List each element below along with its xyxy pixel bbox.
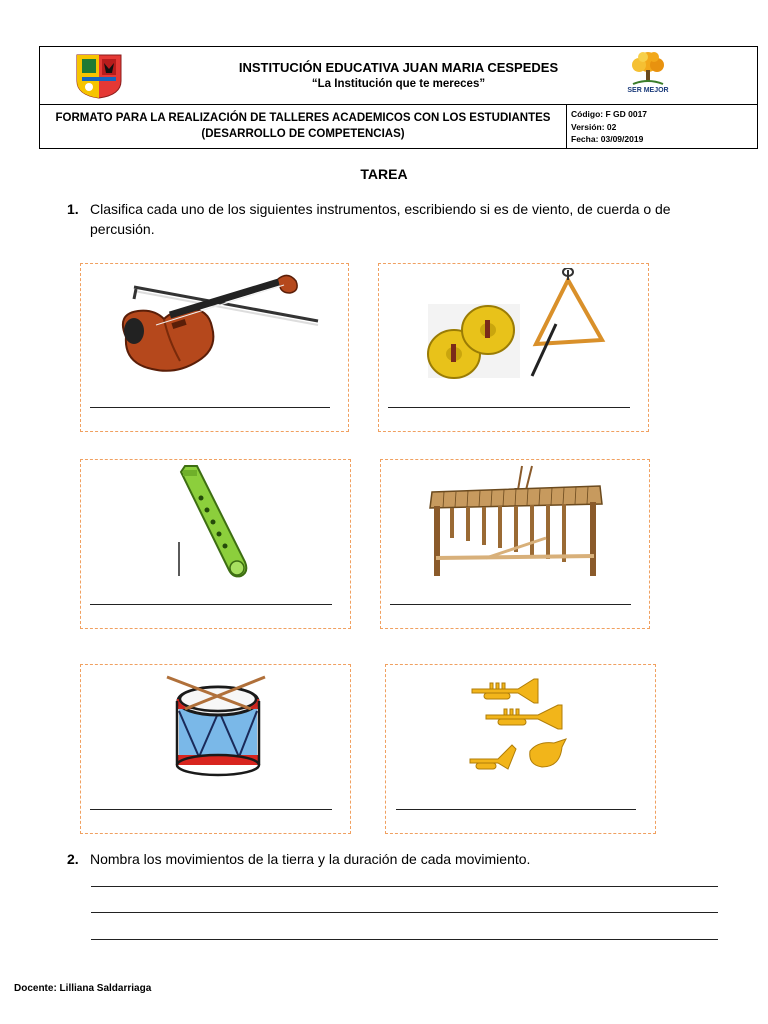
header-top-row xyxy=(40,47,757,105)
instrument-box-marimba xyxy=(380,459,650,629)
teacher-name: Docente: Lilliana Saldarriaga xyxy=(14,983,152,994)
question-1-line-1: Clasifica cada uno de los siguientes instrumentos, escribiendo si es de viento, de cuerda o de xyxy=(90,201,671,217)
marimba-icon xyxy=(426,464,606,578)
document-date: Fecha: 03/09/2019 xyxy=(571,134,644,144)
question-2-number: 2. xyxy=(67,851,79,867)
document-meta xyxy=(571,108,647,146)
instrument-box-trumpets xyxy=(385,664,656,834)
answer-line-3[interactable] xyxy=(90,604,332,605)
instrument-box-cymbals-triangle xyxy=(378,263,649,432)
institution-motto: “La Institución que te mereces” xyxy=(311,78,486,90)
question-2-answer-line-3[interactable] xyxy=(91,939,718,940)
header-divider xyxy=(566,105,567,148)
question-2-text: Nombra los movimientos de la tierra y la duración de cada movimiento. xyxy=(90,851,531,867)
form-title-line-1: FORMATO PARA LA REALIZACIÓN DE TALLERES ACADEMICOS CON LOS ESTUDIANTES xyxy=(55,112,551,124)
header-bottom-row xyxy=(40,105,757,148)
answer-line-4[interactable] xyxy=(390,604,631,605)
instrument-box-violin xyxy=(80,263,349,432)
cymbals-triangle-icon xyxy=(424,268,614,382)
question-2-answer-line-1[interactable] xyxy=(91,886,718,887)
question-1-number: 1. xyxy=(67,201,79,217)
task-title: TAREA xyxy=(360,166,408,182)
instrument-box-flute xyxy=(80,459,351,629)
recorder-flute-icon xyxy=(171,464,271,582)
answer-line-1[interactable] xyxy=(90,407,330,408)
trumpets-icon xyxy=(468,671,578,781)
tree-logo-icon xyxy=(623,50,673,88)
question-2-answer-line-2[interactable] xyxy=(91,912,718,913)
answer-line-5[interactable] xyxy=(90,809,332,810)
form-title xyxy=(40,110,566,142)
question-1-line-2: percusión. xyxy=(90,221,155,237)
instrument-box-drum xyxy=(80,664,351,834)
answer-line-2[interactable] xyxy=(388,407,630,408)
document-code: Código: F GD 0017 xyxy=(571,109,648,119)
violin-icon xyxy=(106,269,326,387)
question-1-text xyxy=(90,199,760,239)
logo-text: SER MEJOR xyxy=(627,87,669,94)
institution-name: INSTITUCIÓN EDUCATIVA JUAN MARIA CESPEDES xyxy=(238,60,559,75)
form-title-line-2: (DESARROLLO DE COMPETENCIAS) xyxy=(201,128,405,140)
answer-line-6[interactable] xyxy=(396,809,636,810)
header-table xyxy=(39,46,758,149)
document-version: Versión: 02 xyxy=(571,121,617,132)
drum-icon xyxy=(163,671,273,781)
